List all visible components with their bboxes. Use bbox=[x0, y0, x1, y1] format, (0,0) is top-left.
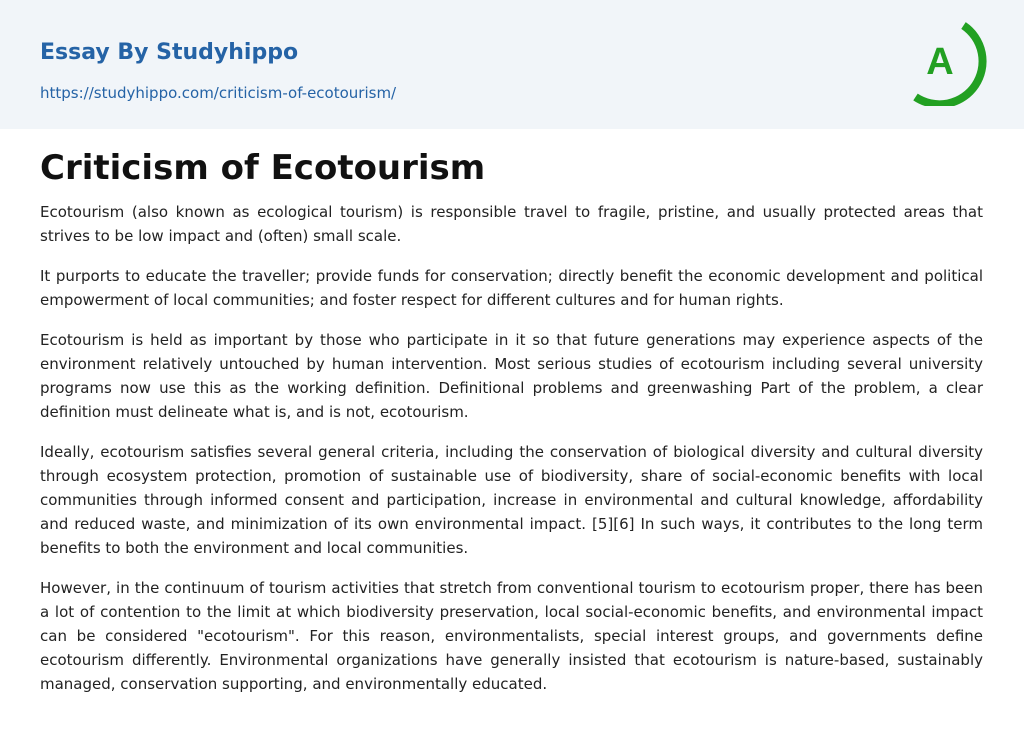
article-paragraph: Ecotourism (also known as ecological tourism) is responsible travel to fragile, pristine, and usually protected areas that strives to be low impact and (often) small scale. bbox=[40, 203, 983, 245]
site-header bbox=[0, 0, 1024, 129]
logo-letter: A bbox=[926, 41, 954, 83]
article-paragraph: Ecotourism is held as important by those who participate in it so that future generations may experience aspects of the environment relatively untouched by human intervention. Most serious studies of ecotourism including several university programs now use this as the working definition. Definitional problems and greenwashing Part of the problem, a clear definition must delineate what is, and is not, ecotourism. bbox=[40, 331, 983, 421]
studyhippo-logo-icon[interactable] bbox=[906, 18, 988, 106]
article-paragraph: It purports to educate the traveller; provide funds for conservation; directly benefit the economic development and political empowerment of local communities; and foster respect for different cultures and for human rights. bbox=[40, 267, 983, 309]
article-body bbox=[40, 146, 983, 712]
article-paragraph: Ideally, ecotourism satisfies several general criteria, including the conservation of biological diversity and cultural diversity through ecosystem protection, promotion of sustainable use of biodiversity, share of social-economic benefits with local communities through informed consent and participation, increase in environmental and cultural knowledge, affordability and reduced waste, and minimization of its own environmental impact. [5][6] In such ways, it contributes to the long term benefits to both the environment and local communities. bbox=[40, 443, 983, 557]
page-title: Criticism of Ecotourism bbox=[40, 148, 486, 188]
article-paragraph: However, in the continuum of tourism activities that stretch from conventional tourism to ecotourism proper, there has been a lot of contention to the limit at which biodiversity preservation, local social-economic benefits, and environmental impact can be considered "ecotourism". For this reason, environmentalists, special interest groups, and governments define ecotourism differently. Environmental organizations have generally insisted that ecotourism is nature-based, sustainably managed, conservation supporting, and environmentally educated. bbox=[40, 579, 983, 693]
source-url-link[interactable]: https://studyhippo.com/criticism-of-ecotourism/ bbox=[40, 84, 397, 102]
brand-title[interactable]: Essay By Studyhippo bbox=[40, 40, 299, 65]
